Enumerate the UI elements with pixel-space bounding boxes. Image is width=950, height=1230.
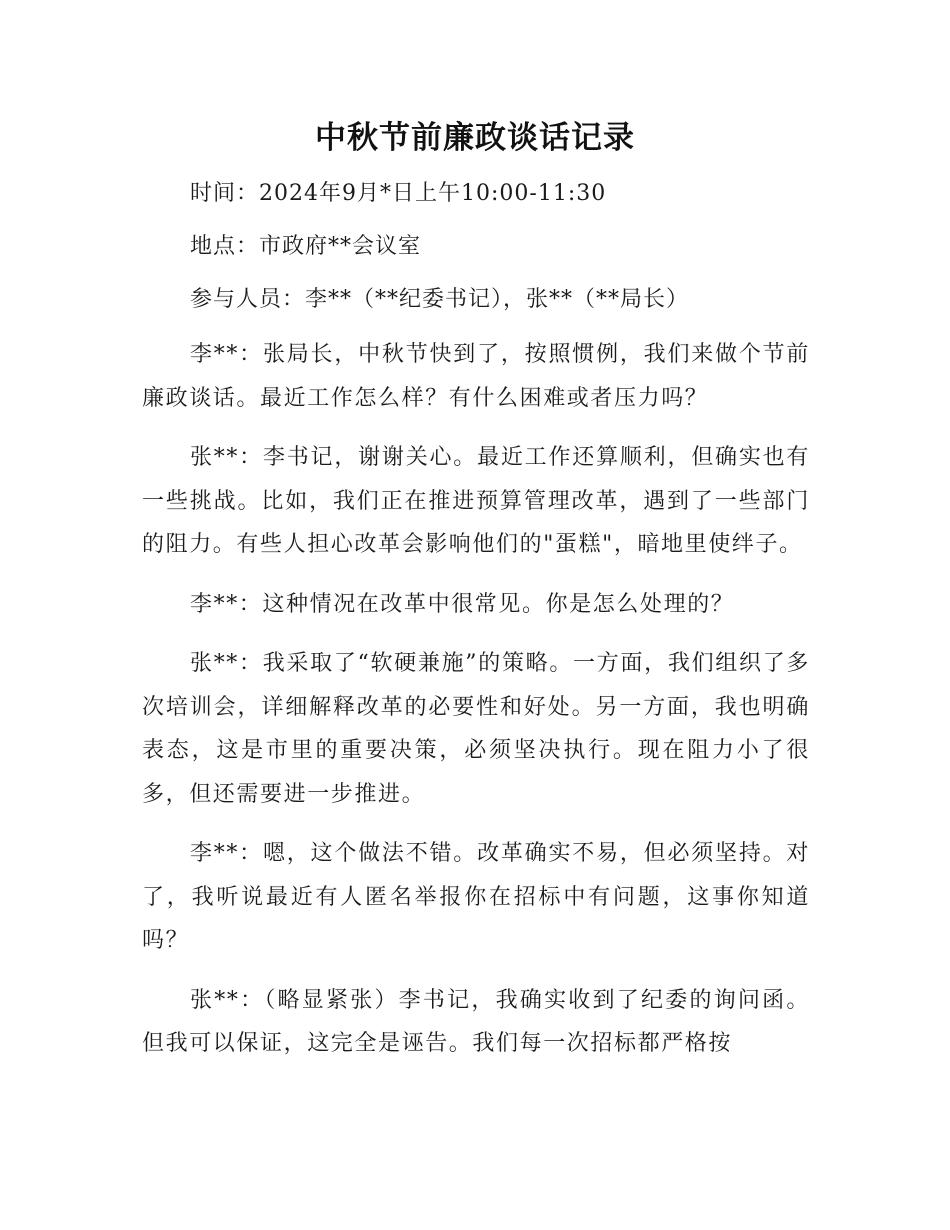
transcript-paragraph: 李**：这种情况在改革中很常见。你是怎么处理的？ — [190, 591, 735, 617]
transcript-body — [142, 333, 810, 1082]
transcript-paragraph: 李**：张局长，中秋节快到了，按照惯例，我们来做个节前廉政谈话。最近工作怎么样？有什么困难或者压力吗？ — [142, 342, 810, 411]
meeting-participants: 参与人员：李**（**纪委书记），张**（**局长） — [190, 287, 690, 312]
meeting-time: 时间：2024年9月*日上午10:00-11:30 — [190, 181, 607, 206]
transcript-paragraph: 李**：嗯，这个做法不错。改革确实不易，但必须坚持。对了，我听说最近有人匿名举报你在招标中有问题，这事你知道吗？ — [142, 841, 810, 953]
document-title: 中秋节前廉政谈话记录 — [315, 120, 635, 156]
transcript-paragraph: 张**：李书记，谢谢关心。最近工作还算顺利，但确实也有一些挑战。比如，我们正在推进预算管理改革，遇到了一些部门的阻力。有些人担心改革会影响他们的"蛋糕"，暗地里使绊子。 — [142, 445, 810, 557]
transcript-paragraph: 张**：我采取了“软硬兼施”的策略。一方面，我们组织了多次培训会，详细解释改革的必要性和好处。另一方面，我也明确表态，这是市里的重要决策，必须坚决执行。现在阻力小了很多，但还需要进一步推进。 — [142, 651, 810, 807]
transcript-paragraph: 张**：（略显紧张）李书记，我确实收到了纪委的询问函。但我可以保证，这完全是诬告。我们每一次招标都严格按 — [142, 987, 810, 1056]
meeting-place: 地点：市政府**会议室 — [190, 234, 422, 259]
